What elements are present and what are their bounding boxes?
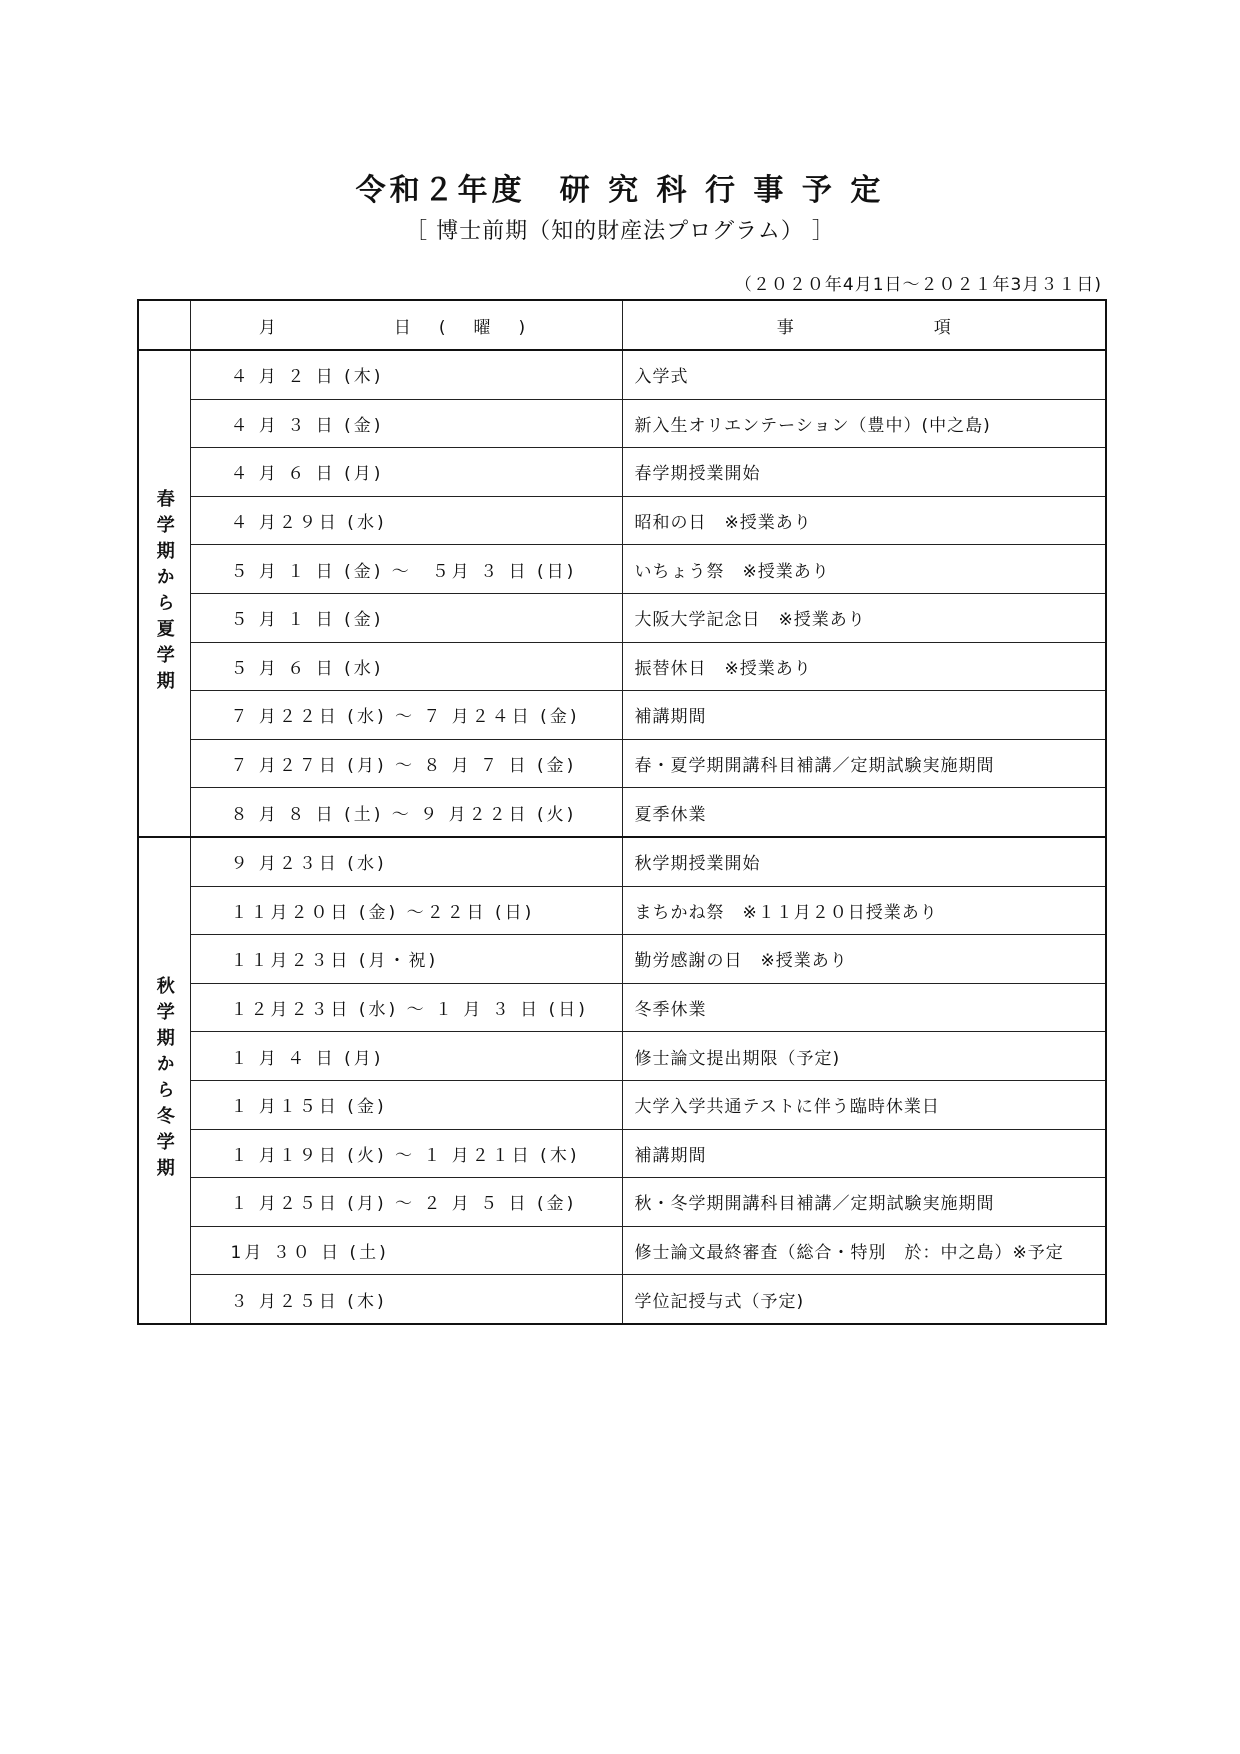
row-event: 春学期授業開始 bbox=[622, 448, 1106, 497]
row-event: 秋・冬学期開講科目補講／定期試験実施期間 bbox=[622, 1178, 1106, 1227]
row-date: １ 月 ４ 日 (月) bbox=[190, 1032, 622, 1081]
document-subtitle: ［ 博士前期（知的財産法プログラム） ］ bbox=[405, 219, 835, 244]
table-row bbox=[138, 788, 1106, 837]
row-date: １ 月１９日 (火) ～ １ 月２１日 (木) bbox=[190, 1129, 622, 1178]
term-label: 秋学期から冬学期 bbox=[153, 976, 175, 1185]
row-event: 修士論文提出期限（予定) bbox=[622, 1032, 1106, 1081]
schedule-table bbox=[137, 299, 1107, 1325]
row-event: 補講期間 bbox=[622, 1129, 1106, 1178]
academic-period: （２０２０年4月1日～２０２１年3月３１日) bbox=[734, 275, 1102, 295]
row-date: １ 月１５日 (金) bbox=[190, 1080, 622, 1129]
row-date: ８ 月 ８ 日 (土) ～ ９ 月２２日 (火) bbox=[190, 788, 622, 837]
row-event: 勤労感謝の日 ※授業あり bbox=[622, 935, 1106, 984]
term-label: 春学期から夏学期 bbox=[153, 489, 175, 698]
row-date: ４ 月２９日 (水) bbox=[190, 496, 622, 545]
row-date: ７ 月２７日 (月) ～ ８ 月 ７ 日 (金) bbox=[190, 739, 622, 788]
row-event: いちょう祭 ※授業あり bbox=[622, 545, 1106, 594]
row-date: 1月 ３０ 日 (土) bbox=[190, 1226, 622, 1275]
row-date: １１月２３日 (月・祝) bbox=[190, 935, 622, 984]
table-header-row bbox=[138, 300, 1106, 350]
row-date: ３ 月２５日 (木) bbox=[190, 1275, 622, 1324]
row-event: 大学入学共通テストに伴う臨時休業日 bbox=[622, 1080, 1106, 1129]
row-date: ９ 月２３日 (水) bbox=[190, 837, 622, 886]
row-date: ５ 月 １ 日 (金) bbox=[190, 593, 622, 642]
table-row bbox=[138, 935, 1106, 984]
row-event: 冬季休業 bbox=[622, 983, 1106, 1032]
row-event: 秋学期授業開始 bbox=[622, 837, 1106, 886]
header-term-blank bbox=[138, 300, 190, 350]
table-row bbox=[138, 642, 1106, 691]
row-event: 夏季休業 bbox=[622, 788, 1106, 837]
table-row bbox=[138, 983, 1106, 1032]
table-row bbox=[138, 399, 1106, 448]
term-cell-autumn-winter bbox=[138, 837, 190, 1324]
table-row bbox=[138, 1226, 1106, 1275]
row-date: ５ 月 ６ 日 (水) bbox=[190, 642, 622, 691]
table-row bbox=[138, 837, 1106, 886]
table-row bbox=[138, 545, 1106, 594]
document-title: 令和２年度 研 究 科 行 事 予 定 bbox=[355, 173, 885, 208]
table-row bbox=[138, 496, 1106, 545]
row-event: 春・夏学期開講科目補講／定期試験実施期間 bbox=[622, 739, 1106, 788]
row-date: ７ 月２２日 (水) ～ ７ 月２４日 (金) bbox=[190, 691, 622, 740]
row-event: 昭和の日 ※授業あり bbox=[622, 496, 1106, 545]
table-row bbox=[138, 1129, 1106, 1178]
table-row bbox=[138, 593, 1106, 642]
row-event: 振替休日 ※授業あり bbox=[622, 642, 1106, 691]
table-row bbox=[138, 350, 1106, 399]
row-date: １１月２０日 (金) ～２２日 (日) bbox=[190, 886, 622, 935]
row-event: 学位記授与式（予定) bbox=[622, 1275, 1106, 1324]
header-date: 月 日(曜) bbox=[190, 300, 622, 350]
table-row bbox=[138, 886, 1106, 935]
table-row bbox=[138, 1080, 1106, 1129]
row-event: 大阪大学記念日 ※授業あり bbox=[622, 593, 1106, 642]
row-event: 入学式 bbox=[622, 350, 1106, 399]
table-row bbox=[138, 448, 1106, 497]
row-date: １ 月２５日 (月) ～ ２ 月 ５ 日 (金) bbox=[190, 1178, 622, 1227]
row-date: １２月２３日 (水) ～ １ 月 ３ 日 (日) bbox=[190, 983, 622, 1032]
row-event: 補講期間 bbox=[622, 691, 1106, 740]
term-cell-spring-summer bbox=[138, 350, 190, 837]
table-row bbox=[138, 1275, 1106, 1324]
row-date: ４ 月 ６ 日 (月) bbox=[190, 448, 622, 497]
table-row bbox=[138, 1178, 1106, 1227]
header-event: 事項 bbox=[622, 300, 1106, 350]
row-event: 新入生オリエンテーション（豊中）(中之島) bbox=[622, 399, 1106, 448]
table-row bbox=[138, 691, 1106, 740]
row-event: 修士論文最終審査（総合・特別 於：中之島）※予定 bbox=[622, 1226, 1106, 1275]
row-date: ４ 月 ３ 日 (金) bbox=[190, 399, 622, 448]
row-event: まちかね祭 ※１１月２０日授業あり bbox=[622, 886, 1106, 935]
row-date: ４ 月 ２ 日 (木) bbox=[190, 350, 622, 399]
row-date: ５ 月 １ 日 (金) ～ ５月 ３ 日 (日) bbox=[190, 545, 622, 594]
table-row bbox=[138, 1032, 1106, 1081]
table-row bbox=[138, 739, 1106, 788]
